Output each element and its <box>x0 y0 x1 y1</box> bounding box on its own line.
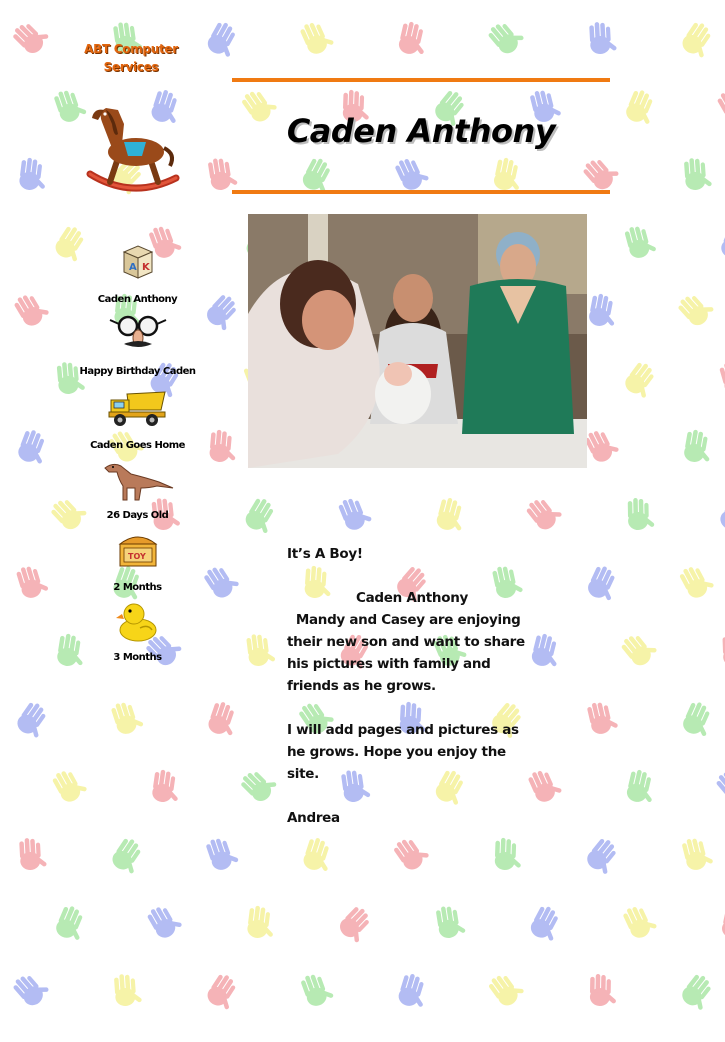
handprint-icon <box>684 157 713 191</box>
handprint-icon <box>714 763 725 805</box>
handprint-icon <box>492 156 525 193</box>
handprint-icon <box>204 19 243 60</box>
handprint-icon <box>110 698 146 737</box>
nav-label: 3 Months <box>113 652 162 663</box>
handprint-icon <box>51 764 90 805</box>
handprint-icon <box>53 904 90 944</box>
handprint-icon <box>242 495 282 536</box>
dinosaur-icon <box>101 458 175 502</box>
handprint-icon <box>206 700 242 739</box>
handprint-icon <box>619 627 660 669</box>
handprint-icon <box>486 967 527 1009</box>
handprint-icon <box>10 15 52 57</box>
message-paragraph-2: I will add pages and pictures as he grows. Hope you enjoy the site. <box>287 722 519 782</box>
handprint-icon <box>301 836 337 875</box>
nav-item-caden-anthony[interactable] <box>60 240 215 305</box>
bottom-divider <box>232 190 610 194</box>
handprint-icon <box>336 904 378 946</box>
handprint-icon <box>299 969 335 1008</box>
handprint-icon <box>588 292 621 329</box>
handprint-icon <box>18 157 49 192</box>
handprint-icon <box>628 498 656 530</box>
handprint-icon <box>435 496 469 534</box>
handprint-icon <box>299 17 337 57</box>
nav-label: Caden Goes Home <box>90 440 185 451</box>
handprint-icon <box>435 904 467 940</box>
handprint-icon <box>683 429 715 465</box>
handprint-icon <box>151 769 182 804</box>
nav-item-3-months[interactable] <box>60 600 215 663</box>
handprint-icon <box>681 834 715 872</box>
handprint-icon <box>495 838 523 871</box>
handprint-icon <box>586 699 619 736</box>
family-photo <box>248 214 587 468</box>
handprint-icon <box>145 900 184 941</box>
handprint-icon <box>238 763 280 805</box>
nav-label: 26 Days Old <box>106 510 169 521</box>
handprint-icon <box>397 20 430 57</box>
dump-truck-icon <box>107 388 169 428</box>
handprint-icon <box>15 562 50 600</box>
nav-item-26-days-old[interactable] <box>60 458 215 521</box>
handprint-icon <box>114 973 143 1007</box>
handprint-icon <box>583 424 622 465</box>
handprint-icon <box>396 972 431 1010</box>
message-signature: Andrea <box>287 810 340 826</box>
handprint-icon <box>679 19 719 61</box>
handprint-icon <box>19 837 48 870</box>
handprint-icon <box>624 222 658 260</box>
abc-block-icon <box>120 240 156 280</box>
handprint-icon <box>678 560 717 601</box>
handprint-icon <box>16 428 53 468</box>
handprint-icon <box>486 15 527 57</box>
handprint-icon <box>585 563 623 603</box>
message-baby-name: Caden Anthony <box>355 590 469 606</box>
toy-chest-icon <box>116 530 160 570</box>
handprint-icon <box>337 493 374 533</box>
rubber-duck-icon <box>116 600 160 644</box>
handprint-icon <box>109 835 149 877</box>
handprint-icon <box>680 699 718 739</box>
handprint-icon <box>676 287 717 329</box>
company-name-line2: Services <box>103 60 159 74</box>
handprint-icon <box>589 21 618 54</box>
handprint-icon <box>583 836 624 878</box>
top-divider <box>232 78 610 82</box>
nav-item-caden-goes-home[interactable] <box>60 388 215 451</box>
handprint-icon <box>524 491 565 533</box>
message-heading: It’s A Boy! <box>287 546 363 562</box>
nav-label: Happy Birthday Caden <box>79 366 196 377</box>
handprint-icon <box>590 974 618 1006</box>
handprint-icon <box>391 832 431 874</box>
message-paragraph-1: Mandy and Casey are enjoying their new son and want to share his pictures with family and friends as he grows. <box>287 612 530 694</box>
welcome-message <box>287 543 537 829</box>
handprint-icon <box>623 88 660 128</box>
handprint-icon <box>679 972 720 1014</box>
handprint-icon <box>625 768 658 805</box>
page-title: Caden Anthony <box>286 112 556 150</box>
handprint-icon <box>718 358 725 396</box>
nav-label: 2 Months <box>113 582 162 593</box>
nav-item-happy-birthday-caden[interactable] <box>60 314 215 377</box>
svg-text:TOY: TOY <box>127 552 146 561</box>
handprint-icon <box>621 901 659 941</box>
handprint-icon <box>528 903 567 944</box>
handprint-icon <box>717 496 725 538</box>
handprint-icon <box>720 904 725 941</box>
handprint-icon <box>207 156 239 192</box>
handprint-icon <box>718 224 725 264</box>
handprint-icon <box>246 905 277 940</box>
handprint-icon <box>246 632 277 667</box>
handprint-icon <box>204 971 244 1013</box>
company-name-line1: ABT Computer <box>84 42 178 56</box>
nav-label: Caden Anthony <box>97 294 178 305</box>
handprint-icon <box>12 288 52 329</box>
handprint-icon <box>622 360 663 402</box>
handprint-icon <box>205 833 241 872</box>
svg-text:A: A <box>128 262 137 273</box>
handprint-icon <box>14 700 54 742</box>
handprint-icon <box>393 153 431 193</box>
handprint-icon <box>11 967 52 1009</box>
groucho-glasses-icon <box>108 314 168 354</box>
nav-item-2-months[interactable] <box>60 530 215 593</box>
svg-text:K: K <box>141 262 150 273</box>
rocking-horse-icon <box>84 104 180 196</box>
handprint-icon <box>581 151 622 193</box>
handprint-icon <box>715 84 725 125</box>
company-name <box>70 40 192 76</box>
